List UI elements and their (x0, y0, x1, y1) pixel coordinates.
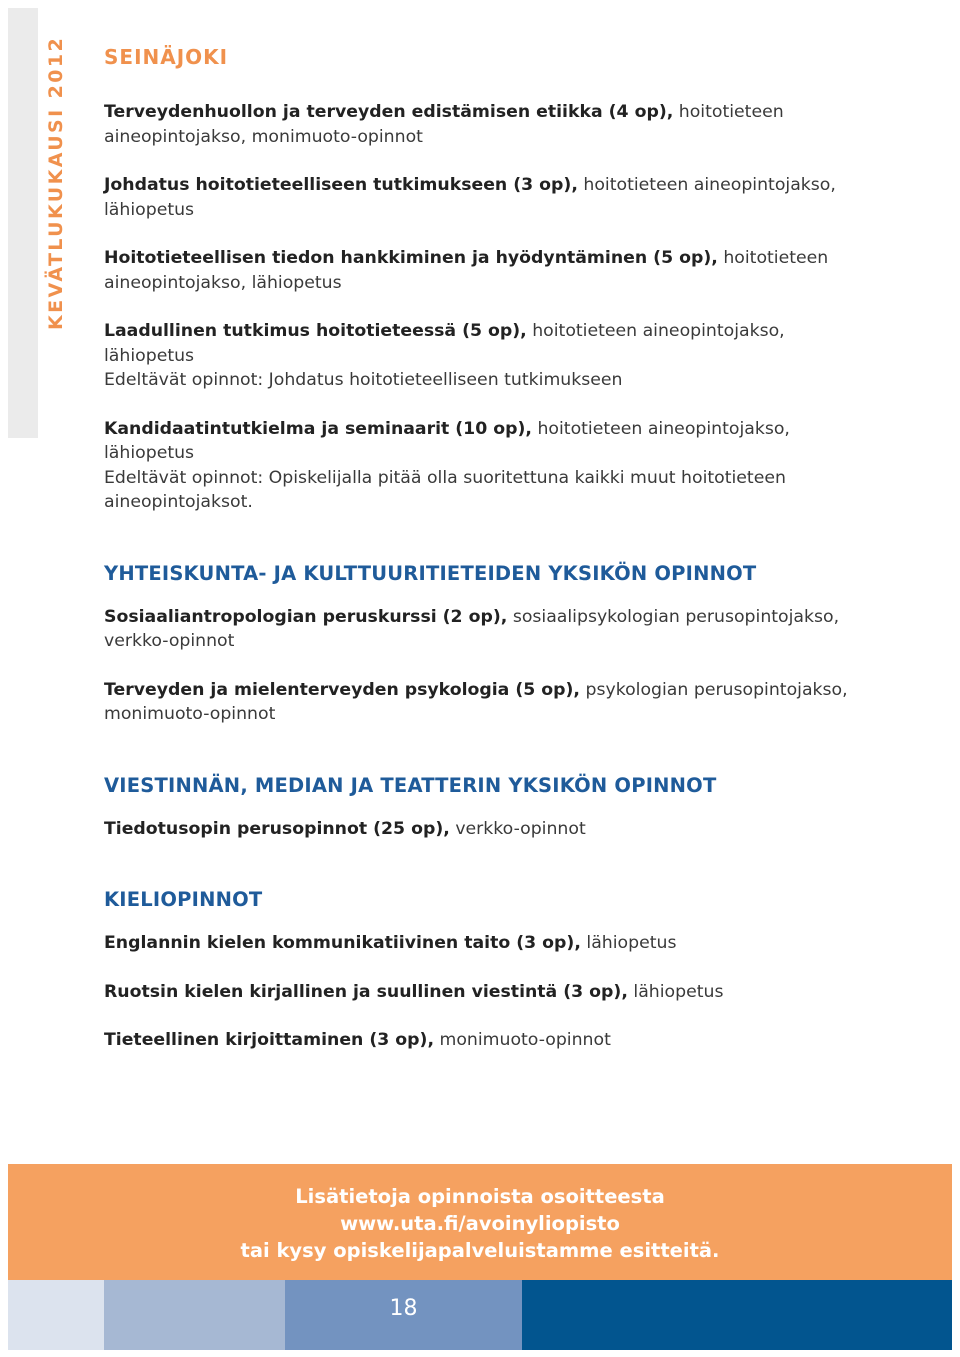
course-entry (104, 817, 864, 842)
course-details: hoitotieteen aineopintojakso, lähiopetus (104, 248, 829, 293)
course-title: Terveyden ja mielenterveyden psykologia (5 op), (104, 679, 580, 700)
course-entry (104, 678, 864, 727)
location-heading: SEINÄJOKI (104, 45, 229, 69)
course-entry (104, 605, 864, 654)
course-details: hoitotieteen aineopintojakso, monimuoto-opinnot (104, 102, 784, 147)
course-title: Sosiaaliantropologian peruskurssi (2 op), (104, 606, 508, 627)
course-title: Kandidaatintutkielma ja seminaarit (10 op), (104, 418, 532, 439)
course-entry (104, 1028, 864, 1053)
course-title: Laadullinen tutkimus hoitotieteessä (5 op), (104, 321, 527, 341)
course-prerequisites: Edeltävät opinnot: Opiskelijalla pitää olla suoritettuna kaikki muut hoitotieteen aineopintojaksot. (104, 467, 786, 512)
footer-line: tai kysy opiskelijapalveluistamme esitteitä. (240, 1239, 720, 1262)
course-title: Johdatus hoitotieteelliseen tutkimukseen (3 op), (104, 175, 578, 195)
page-number: 18 (389, 1296, 418, 1321)
side-band (8, 8, 38, 438)
course-entry (104, 319, 864, 393)
course-title: Ruotsin kielen kirjallinen ja suullinen viestintä (3 op), (104, 981, 628, 1002)
footer-link[interactable]: www.uta.fi/avoinyliopisto (340, 1212, 620, 1235)
footer-bar-segment (104, 1280, 285, 1350)
course-entry (104, 980, 864, 1005)
course-prerequisites: Edeltävät opinnot: Johdatus hoitotieteelliseen tutkimukseen (104, 370, 623, 390)
course-title: Hoitotieteellisen tiedon hankkiminen ja hyödyntäminen (5 op), (104, 248, 718, 268)
semester-label: KEVÄTLUKUKAUSI 2012 (45, 35, 67, 330)
footer-bar-segment (522, 1280, 952, 1350)
course-details: lähiopetus (586, 933, 677, 953)
course-details: hoitotieteen aineopintojakso, lähiopetus (104, 175, 836, 220)
course-details: psykologian perusopintojakso, monimuoto-opinnot (104, 679, 848, 724)
footer-info (0, 1183, 960, 1264)
course-details: sosiaalipsykologian perusopintojakso, verkko-opinnot (104, 606, 840, 651)
course-title: Terveydenhuollon ja terveyden edistämisen etiikka (4 op), (104, 102, 674, 122)
section-heading-kieli: KIELIOPINNOT (104, 888, 263, 911)
course-title: Tieteellinen kirjoittaminen (3 op), (104, 1030, 435, 1050)
course-details: lähiopetus (633, 981, 724, 1002)
course-title: Tiedotusopin perusopinnot (25 op), (104, 818, 450, 839)
footer-line: Lisätietoja opinnoista osoitteesta (295, 1185, 665, 1208)
course-entry (104, 100, 864, 149)
section-heading-yhteiskunta: YHTEISKUNTA- JA KULTTUURITIETEIDEN YKSIKÖN OPINNOT (104, 561, 757, 585)
main-content (104, 100, 864, 1077)
course-entry (104, 931, 864, 956)
course-entry (104, 246, 864, 295)
course-details: hoitotieteen aineopintojakso, lähiopetus (104, 418, 790, 463)
course-details: verkko-opinnot (455, 818, 586, 839)
course-title: Englannin kielen kommunikatiivinen taito (3 op), (104, 933, 581, 953)
footer-bar-segment (8, 1280, 104, 1350)
course-entry (104, 417, 864, 515)
course-details: monimuoto-opinnot (439, 1030, 611, 1050)
section-heading-viestinta: VIESTINNÄN, MEDIAN JA TEATTERIN YKSIKÖN OPINNOT (104, 773, 717, 797)
course-details: hoitotieteen aineopintojakso, lähiopetus (104, 321, 785, 366)
course-entry (104, 173, 864, 222)
